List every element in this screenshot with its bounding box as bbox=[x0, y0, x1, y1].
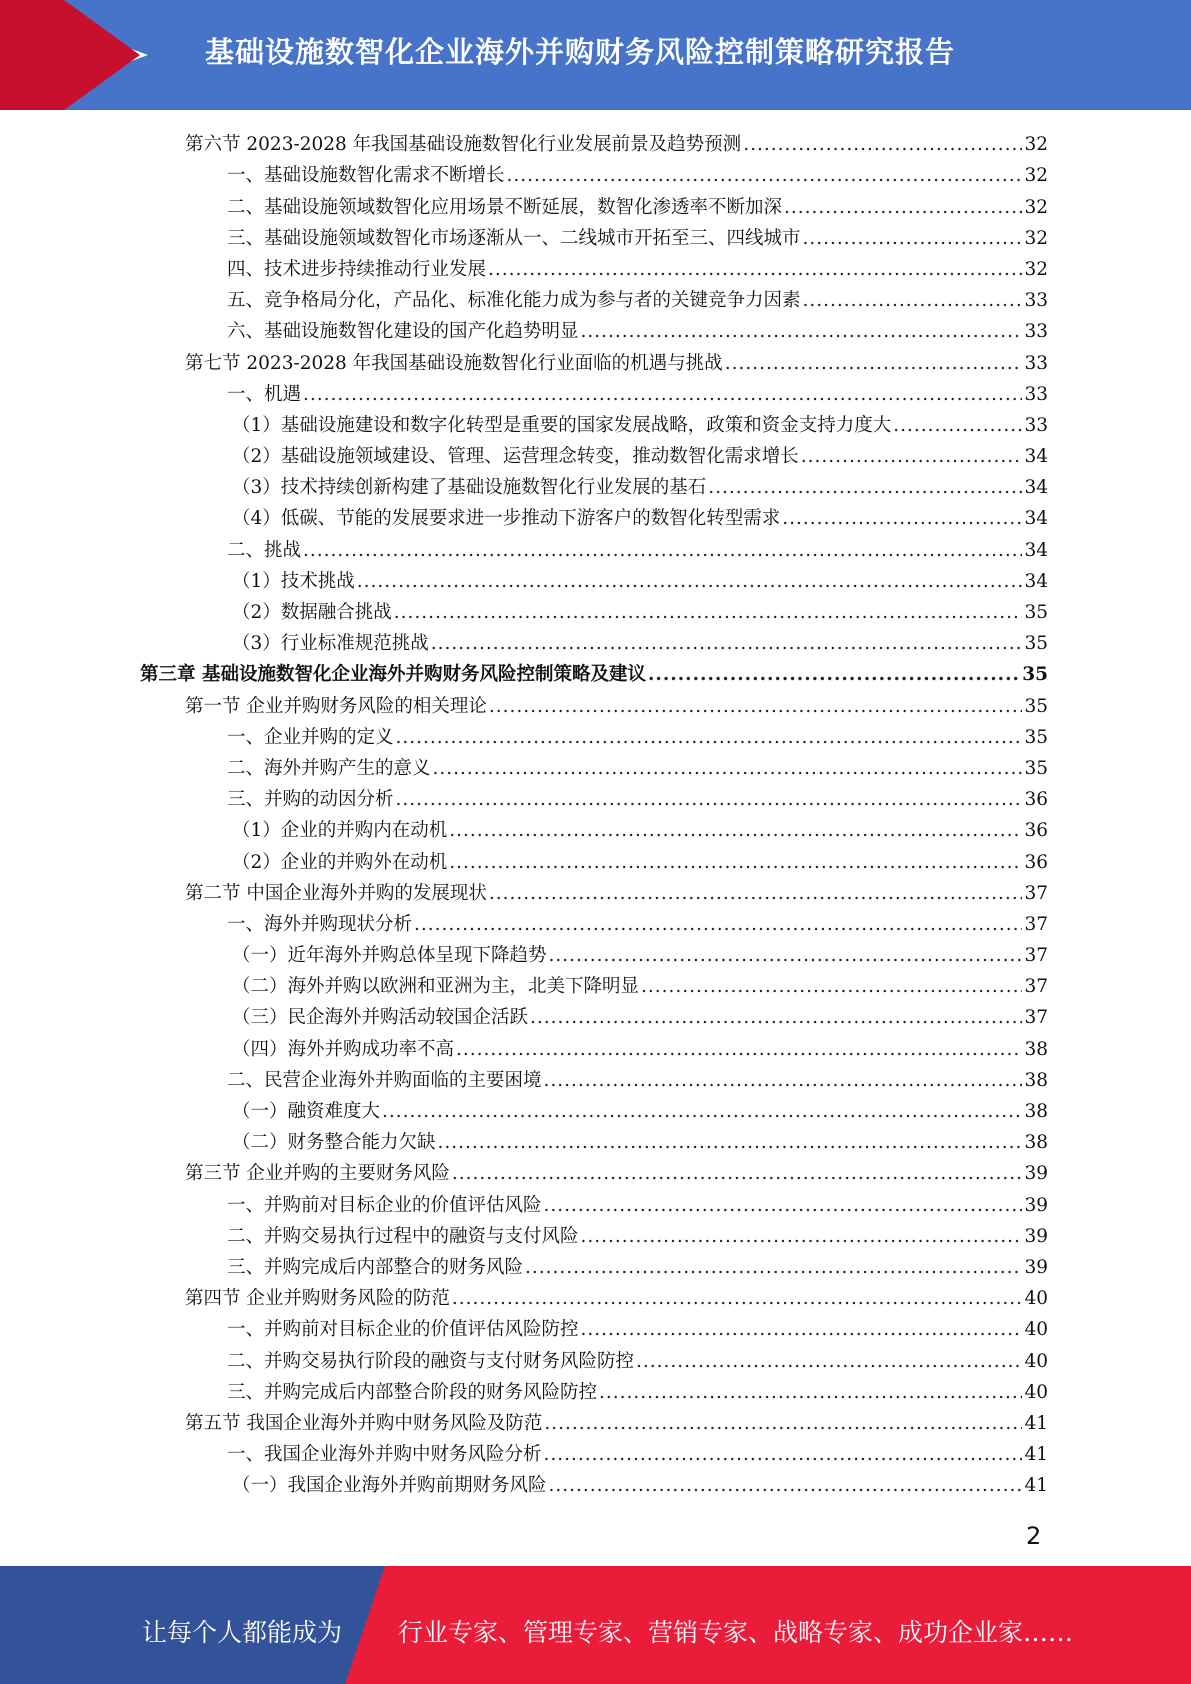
toc-entry[interactable] bbox=[140, 1467, 1048, 1498]
toc-entry-page: 34 bbox=[1024, 539, 1048, 561]
toc-entry-page: 33 bbox=[1024, 414, 1048, 436]
toc-entry[interactable] bbox=[140, 719, 1048, 750]
toc-dot-leader bbox=[801, 445, 1023, 469]
toc-entry-title: （1）基础设施建设和数字化转型是重要的国家发展战略，政策和资金支持力度大 bbox=[232, 414, 892, 436]
toc-entry-title: 二、挑战 bbox=[227, 539, 302, 561]
toc-entry-title: 第五节 我国企业海外并购中财务风险及防范 bbox=[185, 1412, 543, 1434]
toc-entry-page: 32 bbox=[1024, 227, 1048, 249]
toc-entry[interactable] bbox=[140, 1311, 1048, 1342]
toc-entry-title: 三、并购完成后内部整合阶段的财务风险防控 bbox=[227, 1381, 598, 1403]
toc-entry[interactable] bbox=[140, 656, 1048, 687]
toc-dot-leader bbox=[525, 1256, 1022, 1280]
toc-entry-title: 第三节 企业并购的主要财务风险 bbox=[185, 1163, 450, 1185]
toc-entry-page: 32 bbox=[1024, 165, 1048, 187]
toc-entry[interactable] bbox=[140, 875, 1048, 906]
toc-entry-title: 第二节 中国企业海外并购的发展现状 bbox=[185, 882, 487, 904]
toc-entry-title: （三）民企海外并购活动较国企活跃 bbox=[232, 1007, 529, 1029]
toc-dot-leader bbox=[636, 1350, 1022, 1374]
toc-entry[interactable] bbox=[140, 843, 1048, 874]
toc-entry-page: 33 bbox=[1024, 290, 1048, 312]
toc-dot-leader bbox=[530, 1006, 1022, 1030]
toc-entry[interactable] bbox=[140, 1405, 1048, 1436]
toc-entry[interactable] bbox=[140, 563, 1048, 594]
toc-entry-title: （2）数据融合挑战 bbox=[232, 602, 392, 623]
toc-dot-leader bbox=[544, 1194, 1023, 1218]
toc-entry-title: 二、民营企业海外并购面临的主要困境 bbox=[227, 1069, 542, 1091]
toc-dot-leader bbox=[449, 819, 1022, 843]
toc-entry[interactable] bbox=[140, 1186, 1048, 1217]
toc-entry-page: 35 bbox=[1024, 602, 1048, 623]
toc-dot-leader bbox=[488, 258, 1022, 282]
toc-entry-page: 38 bbox=[1024, 1132, 1048, 1154]
toc-entry[interactable] bbox=[140, 1093, 1048, 1124]
toc-entry-title: （2）基础设施领域建设、管理、运营理念转变，推动数智化需求增长 bbox=[232, 446, 799, 468]
toc-dot-leader bbox=[431, 632, 1023, 656]
toc-entry-title: 四、技术进步持续推动行业发展 bbox=[227, 258, 487, 280]
table-of-contents bbox=[140, 126, 1048, 1498]
toc-entry-page: 41 bbox=[1024, 1412, 1048, 1434]
toc-entry-title: 一、机遇 bbox=[227, 383, 302, 405]
toc-entry[interactable] bbox=[140, 937, 1048, 968]
toc-dot-leader bbox=[449, 851, 1022, 875]
toc-entry[interactable] bbox=[140, 157, 1048, 188]
toc-dot-leader bbox=[784, 196, 1022, 220]
toc-dot-leader bbox=[456, 1038, 1022, 1062]
toc-entry-page: 38 bbox=[1024, 1101, 1048, 1122]
toc-entry[interactable] bbox=[140, 687, 1048, 718]
toc-entry-page: 39 bbox=[1024, 1225, 1048, 1247]
toc-entry-title: （二）海外并购以欧洲和亚洲为主，北美下降明显 bbox=[232, 976, 640, 998]
toc-entry-title: （3）技术持续创新构建了基础设施数智化行业发展的基石 bbox=[232, 477, 707, 499]
toc-entry[interactable] bbox=[140, 1030, 1048, 1061]
toc-dot-leader bbox=[549, 1474, 1023, 1498]
toc-entry-page: 40 bbox=[1024, 1288, 1048, 1310]
toc-entry-page: 34 bbox=[1024, 508, 1048, 530]
toc-entry[interactable] bbox=[140, 344, 1048, 375]
toc-entry-title: 六、基础设施数智化建设的国产化趋势明显 bbox=[227, 321, 579, 343]
toc-entry-page: 33 bbox=[1024, 352, 1048, 374]
toc-entry-page: 39 bbox=[1024, 1163, 1048, 1185]
toc-entry-title: 第六节 2023-2028 年我国基础设施数智化行业发展前景及趋势预测 bbox=[185, 134, 742, 156]
toc-entry[interactable] bbox=[140, 1155, 1048, 1186]
toc-entry-page: 32 bbox=[1024, 196, 1048, 218]
toc-entry-title: 二、基础设施领域数智化应用场景不断延展，数智化渗透率不断加深 bbox=[227, 196, 783, 218]
toc-entry-title: （一）近年海外并购总体呈现下降趋势 bbox=[232, 945, 547, 967]
toc-dot-leader bbox=[803, 227, 1023, 251]
toc-entry-title: （1）技术挑战 bbox=[232, 570, 355, 592]
toc-entry-page: 34 bbox=[1024, 570, 1048, 592]
report-title: 基础设施数智化企业海外并购财务风险控制策略研究报告 bbox=[205, 35, 956, 69]
toc-entry-title: 二、并购交易执行过程中的融资与支付风险 bbox=[227, 1225, 579, 1247]
toc-dot-leader bbox=[396, 726, 1023, 750]
toc-entry[interactable] bbox=[140, 1249, 1048, 1280]
toc-dot-leader bbox=[599, 1381, 1022, 1405]
toc-dot-leader bbox=[725, 352, 1023, 376]
toc-entry-page: 36 bbox=[1024, 820, 1048, 842]
toc-dot-leader bbox=[803, 289, 1023, 313]
toc-entry-title: 三、并购完成后内部整合的财务风险 bbox=[227, 1256, 524, 1278]
toc-dot-leader bbox=[544, 1412, 1022, 1436]
toc-dot-leader bbox=[581, 1225, 1023, 1249]
toc-entry-title: （二）财务整合能力欠缺 bbox=[232, 1132, 436, 1154]
toc-entry-page: 32 bbox=[1024, 258, 1048, 280]
toc-dot-leader bbox=[544, 1069, 1023, 1093]
toc-entry-page: 39 bbox=[1024, 1256, 1048, 1278]
toc-entry-page: 40 bbox=[1024, 1319, 1048, 1341]
toc-entry[interactable] bbox=[140, 251, 1048, 282]
toc-entry[interactable] bbox=[140, 750, 1048, 781]
toc-entry[interactable] bbox=[140, 812, 1048, 843]
toc-dot-leader bbox=[303, 383, 1022, 407]
toc-entry-title: （一）我国企业海外并购前期财务风险 bbox=[232, 1475, 547, 1497]
toc-dot-leader bbox=[581, 320, 1023, 344]
toc-dot-leader bbox=[489, 882, 1023, 906]
toc-entry[interactable] bbox=[140, 469, 1048, 500]
toc-dot-leader bbox=[452, 1287, 1023, 1311]
toc-entry-title: （4）低碳、节能的发展要求进一步推动下游客户的数智化转型需求 bbox=[232, 508, 781, 530]
toc-entry-title: 第三章 基础设施数智化企业海外并购财务风险控制策略及建议 bbox=[140, 664, 646, 686]
toc-entry-page: 37 bbox=[1024, 976, 1048, 998]
toc-entry-title: 二、海外并购产生的意义 bbox=[227, 757, 431, 779]
footer-slogan-right: 行业专家、管理专家、营销专家、战略专家、成功企业家…… bbox=[398, 1618, 1074, 1647]
toc-entry-title: 一、并购前对目标企业的价值评估风险防控 bbox=[227, 1319, 579, 1341]
toc-entry-page: 32 bbox=[1024, 134, 1048, 156]
toc-entry[interactable] bbox=[140, 1342, 1048, 1373]
toc-entry[interactable] bbox=[140, 968, 1048, 999]
toc-entry-page: 38 bbox=[1024, 1038, 1048, 1060]
toc-dot-leader bbox=[708, 476, 1022, 500]
toc-entry-title: 三、并购的动因分析 bbox=[227, 789, 394, 811]
toc-dot-leader bbox=[648, 663, 1020, 687]
toc-entry-page: 36 bbox=[1024, 789, 1048, 811]
toc-entry-title: 一、海外并购现状分析 bbox=[227, 913, 413, 935]
toc-entry-title: 一、企业并购的定义 bbox=[227, 726, 394, 748]
toc-entry[interactable] bbox=[140, 376, 1048, 407]
toc-entry-title: 一、我国企业海外并购中财务风险分析 bbox=[227, 1444, 542, 1466]
toc-dot-leader bbox=[438, 1131, 1023, 1155]
toc-dot-leader bbox=[382, 1100, 1022, 1124]
toc-entry[interactable] bbox=[140, 906, 1048, 937]
toc-entry-title: 五、竞争格局分化，产品化、标准化能力成为参与者的关键竞争力因素 bbox=[227, 290, 801, 312]
toc-entry-page: 40 bbox=[1024, 1381, 1048, 1403]
toc-entry-title: （一）融资难度大 bbox=[232, 1101, 381, 1122]
toc-entry-title: （1）企业的并购内在动机 bbox=[232, 820, 448, 842]
toc-entry-title: （2）企业的并购外在动机 bbox=[232, 851, 448, 873]
toc-dot-leader bbox=[414, 913, 1022, 937]
toc-entry-page: 36 bbox=[1024, 851, 1048, 873]
toc-dot-leader bbox=[433, 757, 1023, 781]
toc-entry[interactable] bbox=[140, 313, 1048, 344]
toc-dot-leader bbox=[396, 788, 1023, 812]
toc-entry-title: 一、基础设施数智化需求不断增长 bbox=[227, 165, 505, 187]
toc-dot-leader bbox=[893, 414, 1022, 438]
toc-entry-page: 37 bbox=[1024, 1007, 1048, 1029]
toc-entry-title: （四）海外并购成功率不高 bbox=[232, 1038, 455, 1060]
toc-entry[interactable] bbox=[140, 220, 1048, 251]
toc-entry[interactable] bbox=[140, 126, 1048, 157]
toc-entry-page: 35 bbox=[1024, 757, 1048, 779]
toc-dot-leader bbox=[303, 539, 1022, 563]
toc-entry[interactable] bbox=[140, 1436, 1048, 1467]
toc-dot-leader bbox=[394, 601, 1023, 625]
toc-entry-title: 一、并购前对目标企业的价值评估风险 bbox=[227, 1194, 542, 1216]
toc-entry[interactable] bbox=[140, 1218, 1048, 1249]
toc-dot-leader bbox=[641, 975, 1022, 999]
toc-entry-page: 35 bbox=[1024, 633, 1048, 655]
toc-entry-title: 三、基础设施领域数智化市场逐渐从一、二线城市开拓至三、四线城市 bbox=[227, 227, 801, 249]
toc-entry-page: 35 bbox=[1022, 664, 1048, 686]
toc-entry-page: 37 bbox=[1024, 945, 1048, 967]
toc-entry[interactable] bbox=[140, 282, 1048, 313]
toc-entry-title: 二、并购交易执行阶段的融资与支付财务风险防控 bbox=[227, 1350, 635, 1372]
toc-dot-leader bbox=[489, 695, 1023, 719]
toc-entry[interactable] bbox=[140, 1280, 1048, 1311]
toc-dot-leader bbox=[544, 1443, 1023, 1467]
toc-dot-leader bbox=[452, 1162, 1023, 1186]
toc-entry-page: 40 bbox=[1024, 1350, 1048, 1372]
toc-entry-title: 第一节 企业并购财务风险的相关理论 bbox=[185, 695, 487, 717]
toc-entry-page: 38 bbox=[1024, 1069, 1048, 1091]
toc-dot-leader bbox=[507, 164, 1023, 188]
toc-entry-title: 第七节 2023-2028 年我国基础设施数智化行业面临的机遇与挑战 bbox=[185, 352, 723, 374]
toc-entry[interactable] bbox=[140, 1374, 1048, 1405]
page-number: 2 bbox=[1026, 1522, 1042, 1550]
toc-dot-leader bbox=[357, 570, 1023, 594]
toc-entry[interactable] bbox=[140, 438, 1048, 469]
toc-entry-page: 37 bbox=[1024, 913, 1048, 935]
page-header bbox=[0, 0, 1191, 110]
toc-entry[interactable] bbox=[140, 407, 1048, 438]
toc-entry-page: 35 bbox=[1024, 695, 1048, 717]
toc-entry-page: 34 bbox=[1024, 446, 1048, 468]
toc-entry[interactable] bbox=[140, 500, 1048, 531]
toc-entry[interactable] bbox=[140, 625, 1048, 656]
toc-entry[interactable] bbox=[140, 1062, 1048, 1093]
toc-dot-leader bbox=[581, 1318, 1023, 1342]
footer-slogan-left: 让每个人都能成为 bbox=[142, 1618, 343, 1647]
toc-entry-page: 35 bbox=[1024, 726, 1048, 748]
toc-entry-page: 37 bbox=[1024, 882, 1048, 904]
toc-dot-leader bbox=[782, 507, 1022, 531]
toc-entry[interactable] bbox=[140, 999, 1048, 1030]
toc-entry[interactable] bbox=[140, 781, 1048, 812]
toc-dot-leader bbox=[743, 133, 1022, 157]
toc-entry[interactable] bbox=[140, 188, 1048, 219]
toc-entry[interactable] bbox=[140, 594, 1048, 625]
toc-entry[interactable] bbox=[140, 1124, 1048, 1155]
toc-entry-title: （3）行业标准规范挑战 bbox=[232, 633, 429, 655]
toc-entry[interactable] bbox=[140, 531, 1048, 562]
toc-entry-page: 39 bbox=[1024, 1194, 1048, 1216]
toc-dot-leader bbox=[549, 944, 1023, 968]
page-footer bbox=[0, 1566, 1191, 1684]
toc-entry-page: 33 bbox=[1024, 321, 1048, 343]
toc-entry-title: 第四节 企业并购财务风险的防范 bbox=[185, 1288, 450, 1310]
toc-entry-page: 34 bbox=[1024, 477, 1048, 499]
toc-entry-page: 41 bbox=[1024, 1475, 1048, 1497]
toc-entry-page: 33 bbox=[1024, 383, 1048, 405]
toc-entry-page: 41 bbox=[1024, 1444, 1048, 1466]
